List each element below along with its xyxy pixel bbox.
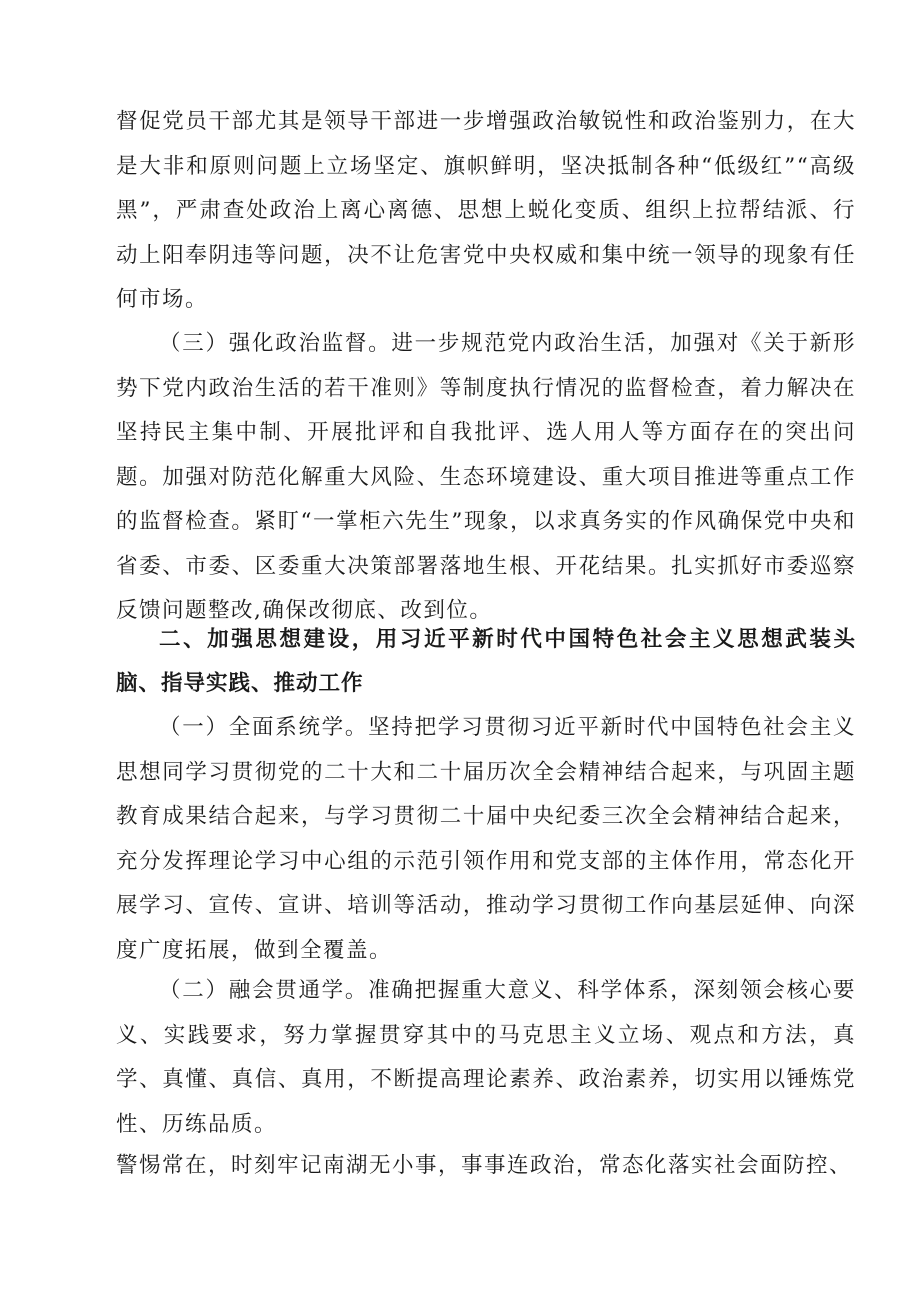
paragraph-integrated-study: （二）融会贯通学。准确把握重大意义、科学体系，深刻领会核心要义、实践要求，努力掌握贯穿其中的马克思主义立场、观点和方法，真学、真懂、真信、真用，不断提高理论素养、政治素养，切实用以锤炼党性、历练品质。 xyxy=(116,978,856,1137)
paragraph-political-discernment: 督促党员干部尤其是领导干部进一步增强政治敏锐性和政治鉴别力，在大是大非和原则问题上立场坚定、旗帜鲜明，坚决抵制各种“低级红”“高级黑”，严肃查处政治上离心离德、思想上蜕化变质、组织上拉帮结派、行动上阳奉阴违等问题，决不让危害党中央权威和集中统一领导的现象有任何市场。 xyxy=(116,109,856,312)
paragraph-vigilance: 警惕常在，时刻牢记南湖无小事，事事连政治，常态化落实社会面防控、 xyxy=(116,1153,853,1178)
section-heading-ideological-building: 二、加强思想建设，用习近平新时代中国特色社会主义思想武装头脑、指导实践、推动工作 xyxy=(116,627,856,696)
paragraph-comprehensive-study: （一）全面系统学。坚持把学习贯彻习近平新时代中国特色社会主义思想同学习贯彻党的二十大和二十届历次全会精神结合起来，与巩固主题教育成果结合起来，与学习贯彻二十届中央纪委三次全会精神结合起来，充分发挥理论学习中心组的示范引领作用和党支部的主体作用，常态化开展学习、宣传、宣讲、培训等活动，推动学习贯彻工作向基层延伸、向深度广度拓展，做到全覆盖。 xyxy=(116,715,856,963)
paragraph-political-supervision: （三）强化政治监督。进一步规范党内政治生活，加强对《关于新形势下党内政治生活的若干准则》等制度执行情况的监督检查，着力解决在坚持民主集中制、开展批评和自我批评、选人用人等方面存在的突出问题。加强对防范化解重大风险、生态环境建设、重大项目推进等重点工作的监督检查。紧盯“一掌柜六先生”现象，以求真务实的作风确保党中央和省委、市委、区委重大决策部署落地生根、开花结果。扎实抓好市委巡察反馈问题整改,确保改彻底、改到位。 xyxy=(116,331,856,623)
